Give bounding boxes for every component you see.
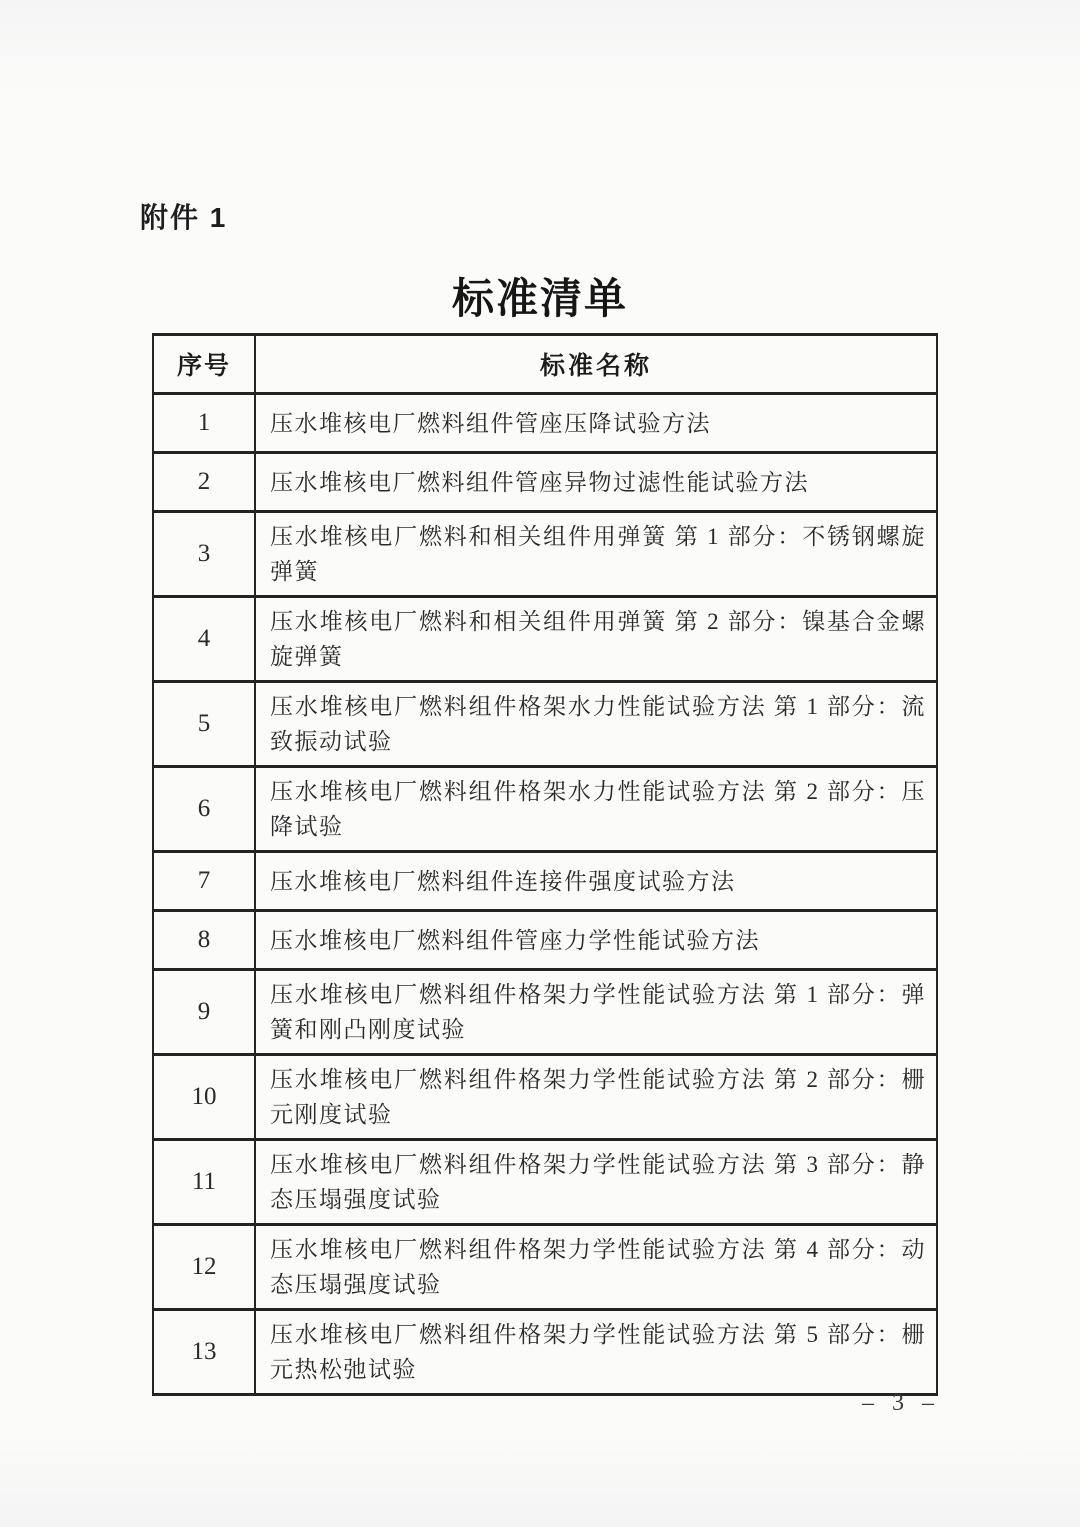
row-number: 2 (153, 453, 255, 512)
standard-name: 压水堆核电厂燃料组件管座压降试验方法 (255, 394, 937, 453)
attachment-label: 附件 1 (140, 202, 228, 233)
page-number: – 3 – (862, 1390, 940, 1416)
table-row (153, 1140, 937, 1225)
standard-name: 压水堆核电厂燃料组件管座力学性能试验方法 (255, 911, 937, 970)
table-row (153, 1310, 937, 1395)
standard-name: 压水堆核电厂燃料组件格架水力性能试验方法 第 1 部分：流致振动试验 (255, 682, 937, 767)
row-number: 6 (153, 767, 255, 852)
row-number: 1 (153, 394, 255, 453)
table-row (153, 852, 937, 911)
standard-name: 压水堆核电厂燃料组件格架水力性能试验方法 第 2 部分：压降试验 (255, 767, 937, 852)
standard-name: 压水堆核电厂燃料组件格架力学性能试验方法 第 2 部分：栅元刚度试验 (255, 1055, 937, 1140)
table-row (153, 911, 937, 970)
row-number: 8 (153, 911, 255, 970)
page-title: 标准清单 (451, 275, 628, 322)
table-row (153, 512, 937, 597)
table-header-row (153, 335, 937, 394)
standard-name: 压水堆核电厂燃料和相关组件用弹簧 第 2 部分：镍基合金螺旋弹簧 (255, 597, 937, 682)
row-number: 7 (153, 852, 255, 911)
row-number: 11 (153, 1140, 255, 1225)
column-header-name: 标准名称 (255, 335, 937, 394)
table-row (153, 597, 937, 682)
standard-name: 压水堆核电厂燃料组件格架力学性能试验方法 第 5 部分：栅元热松弛试验 (255, 1310, 937, 1395)
standard-name: 压水堆核电厂燃料和相关组件用弹簧 第 1 部分：不锈钢螺旋弹簧 (255, 512, 937, 597)
standard-name: 压水堆核电厂燃料组件格架力学性能试验方法 第 4 部分：动态压塌强度试验 (255, 1225, 937, 1310)
standard-name: 压水堆核电厂燃料组件连接件强度试验方法 (255, 852, 937, 911)
table-row (153, 682, 937, 767)
standard-name: 压水堆核电厂燃料组件格架力学性能试验方法 第 1 部分：弹簧和刚凸刚度试验 (255, 970, 937, 1055)
table-row (153, 1225, 937, 1310)
row-number: 3 (153, 512, 255, 597)
table-row (153, 767, 937, 852)
column-header-number: 序号 (153, 335, 255, 394)
row-number: 12 (153, 1225, 255, 1310)
table-row (153, 394, 937, 453)
table-row (153, 1055, 937, 1140)
row-number: 10 (153, 1055, 255, 1140)
standard-name: 压水堆核电厂燃料组件格架力学性能试验方法 第 3 部分：静态压塌强度试验 (255, 1140, 937, 1225)
table-row (153, 453, 937, 512)
row-number: 13 (153, 1310, 255, 1395)
standards-table (152, 333, 938, 1396)
row-number: 4 (153, 597, 255, 682)
table-row (153, 970, 937, 1055)
row-number: 9 (153, 970, 255, 1055)
standard-name: 压水堆核电厂燃料组件管座异物过滤性能试验方法 (255, 453, 937, 512)
row-number: 5 (153, 682, 255, 767)
